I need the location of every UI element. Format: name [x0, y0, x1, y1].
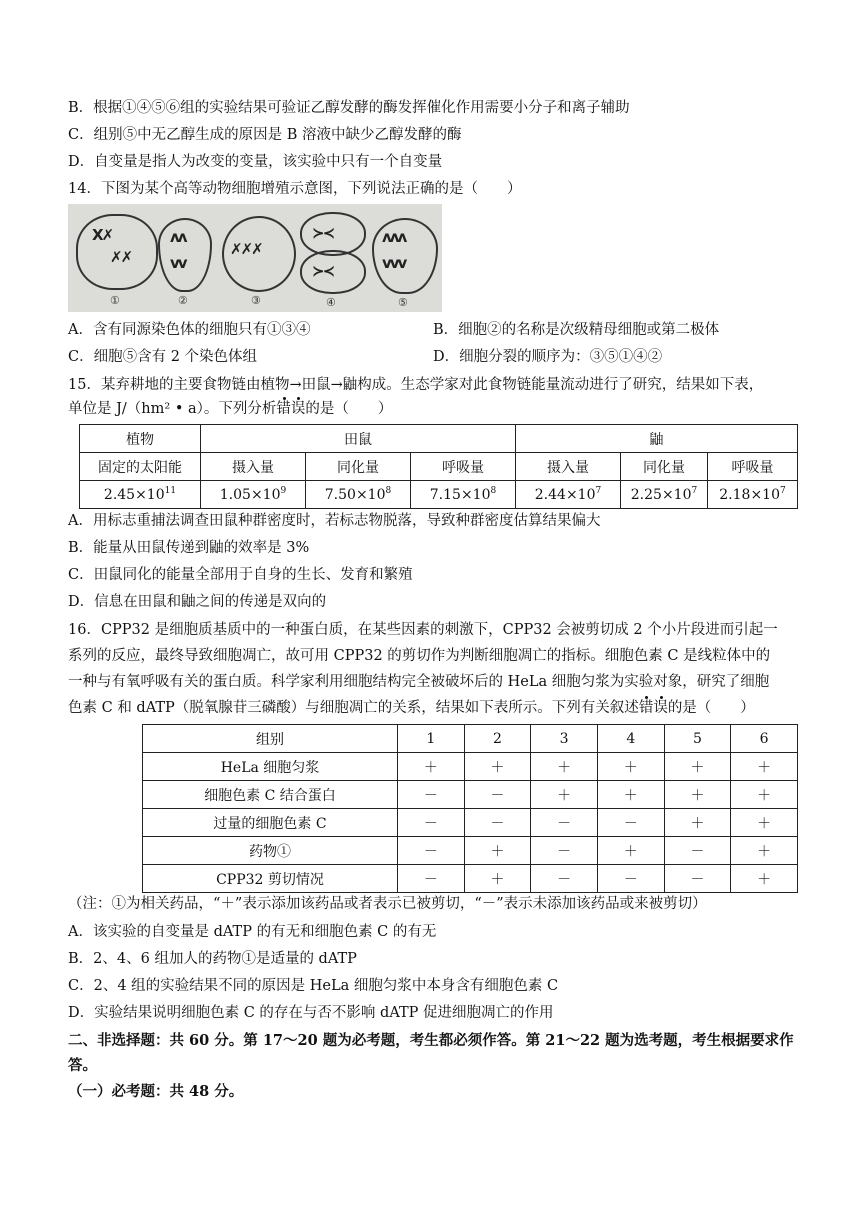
table-cell: $2.45\times 10^{11}$ — [80, 481, 201, 509]
table-row — [143, 865, 798, 893]
table-cell: － — [464, 781, 531, 809]
q15-stem-line1: 15．某弃耕地的主要食物链由植物→田鼠→鼬构成。生态学家对此食物链能量流动进行了研究，结果如下表， — [68, 377, 764, 393]
table-row — [143, 753, 798, 781]
table-cell: － — [464, 809, 531, 837]
table-cell: － — [398, 837, 465, 865]
table-row — [143, 725, 798, 753]
table-cell: － — [597, 809, 664, 837]
table-header: 3 — [531, 725, 598, 753]
q14-option-a: A．含有同源染色体的细胞只有①③④ — [68, 322, 311, 338]
table-header: 固定的太阳能 — [80, 453, 201, 481]
q16-option-b: B．2、4、6 组加人的药物①是适量的 dATP — [68, 951, 357, 967]
table-cell: ＋ — [731, 865, 798, 893]
table-row — [80, 453, 798, 481]
section2-subheading: （一）必考题：共 48 分。 — [68, 1083, 244, 1100]
emphasis-dot: 错 — [638, 700, 654, 716]
q14-option-b: B．细胞②的名称是次级精母细胞或第二极体 — [433, 322, 720, 338]
table-row — [143, 809, 798, 837]
q16-stem-line2: 系列的反应，最终导致细胞凋亡，故可用 CPP32 的剪切作为判断细胞凋亡的指标。细胞色素 C 是线粒体中的 — [68, 648, 771, 664]
table-header: 2 — [464, 725, 531, 753]
table-cell: $2.18\times 10^7$ — [708, 481, 798, 509]
table-cell: － — [398, 865, 465, 893]
table-cell: ＋ — [731, 809, 798, 837]
q15-stem-line2: 单位是 J/（hm² • a）。下列分析错误的是（ ） — [68, 401, 393, 417]
q15-option-a: A．用标志重捕法调查田鼠种群密度时，若标志物脱落，导致种群密度估算结果偏大 — [68, 513, 601, 529]
figure-label-1: ① — [110, 294, 120, 307]
table-cell: ＋ — [464, 753, 531, 781]
section2-heading-line1: 二、非选择题：共 60 分。第 17～20 题为必考题，考生都必须作答。第 21～22 题为选考题，考生根据要求作 — [68, 1032, 794, 1049]
table-cell: － — [664, 837, 731, 865]
table-header: 同化量 — [306, 453, 411, 481]
table-header: 6 — [731, 725, 798, 753]
q16-stem-line3: 一种与有氧呼吸有关的蛋白质。科学家利用细胞结构完全被破坏后的 HeLa 细胞匀浆为实验对象，研究了细胞 — [68, 674, 770, 690]
figure-label-2: ② — [178, 294, 188, 307]
q16-stem-line4: 色素 C 和 dATP（脱氧腺苷三磷酸）与细胞凋亡的关系，结果如下表所示。下列有关叙述错误的是（ ） — [68, 700, 755, 716]
row-label: 药物① — [143, 837, 398, 865]
section2-heading-line2: 答。 — [68, 1057, 97, 1074]
q15-option-d: D．信息在田鼠和鼬之间的传递是双向的 — [68, 594, 327, 610]
table-cell: ＋ — [664, 809, 731, 837]
table-cell: － — [531, 837, 598, 865]
table-row — [143, 837, 798, 865]
q13-option-b: B．根据①④⑤⑥组的实验结果可验证乙醇发酵的酶发挥催化作用需要小分子和离子辅助 — [68, 100, 630, 116]
energy-flow-table — [79, 424, 798, 509]
table-cell: ＋ — [597, 781, 664, 809]
table-header: 植物 — [80, 425, 201, 453]
table-cell: ＋ — [398, 753, 465, 781]
table-cell: ＋ — [597, 753, 664, 781]
table-header: 同化量 — [621, 453, 708, 481]
table-row — [143, 781, 798, 809]
q16-stem-line1: 16．CPP32 是细胞质基质中的一种蛋白质，在某些因素的刺激下，CPP32 会被剪切成 2 个小片段进而引起一 — [68, 622, 778, 638]
apoptosis-table — [142, 724, 798, 893]
q15-option-c: C．田鼠同化的能量全部用于自身的生长、发育和繁殖 — [68, 567, 413, 583]
row-label: HeLa 细胞匀浆 — [143, 753, 398, 781]
table-cell: ＋ — [664, 781, 731, 809]
row-label: 过量的细胞色素 C — [143, 809, 398, 837]
q14-stem: 14．下图为某个高等动物细胞增殖示意图，下列说法正确的是（ ） — [68, 181, 522, 197]
cell-division-figure: X✗ ✗✗ ① ʌʌ vv ② ✗✗✗ ③ ≻≺ ≻≺ ④ ʌʌʌ vvv ⑤ — [68, 204, 442, 312]
table-cell: ＋ — [531, 753, 598, 781]
emphasis-dot: 误 — [653, 700, 668, 716]
table-header: 鼬 — [516, 425, 798, 453]
table-cell: ＋ — [664, 753, 731, 781]
q16-option-c: C．2、4 组的实验结果不同的原因是 HeLa 细胞匀浆中本身含有细胞色素 C — [68, 978, 559, 994]
table-row — [80, 481, 798, 509]
table-cell: － — [531, 865, 598, 893]
row-label: 细胞色素 C 结合蛋白 — [143, 781, 398, 809]
table-cell: ＋ — [531, 781, 598, 809]
table-header: 4 — [597, 725, 664, 753]
table-cell: $7.50\times 10^8$ — [306, 481, 411, 509]
table-header: 5 — [664, 725, 731, 753]
q15-option-b: B．能量从田鼠传递到鼬的效率是 3% — [68, 540, 310, 556]
table-row — [80, 425, 798, 453]
table-cell: $2.25\times 10^7$ — [621, 481, 708, 509]
table-header: 1 — [398, 725, 465, 753]
table-cell: $1.05\times 10^9$ — [201, 481, 306, 509]
table-cell: － — [664, 865, 731, 893]
figure-label-5: ⑤ — [398, 296, 408, 309]
figure-label-4: ④ — [326, 296, 336, 309]
table-cell: ＋ — [464, 865, 531, 893]
emphasis-dot: 错 — [276, 401, 291, 417]
table-cell: ＋ — [597, 837, 664, 865]
emphasis-dot: 误 — [290, 401, 306, 417]
row-label: CPP32 剪切情况 — [143, 865, 398, 893]
table-cell: $2.44\times 10^7$ — [516, 481, 621, 509]
table-cell: ＋ — [464, 837, 531, 865]
q16-table-note: （注：①为相关药品，“＋”表示添加该药品或者表示已被剪切，“－”表示未添加该药品或来被剪切） — [68, 896, 707, 912]
q13-option-d: D．自变量是指人为改变的变量，该实验中只有一个自变量 — [68, 154, 443, 170]
figure-label-3: ③ — [251, 294, 261, 307]
q13-option-c: C．组别⑤中无乙醇生成的原因是 B 溶液中缺少乙醇发酵的酶 — [68, 127, 462, 143]
q14-option-c: C．细胞⑤含有 2 个染色体组 — [68, 349, 258, 365]
table-header: 呼吸量 — [411, 453, 516, 481]
table-cell: $7.15\times 10^8$ — [411, 481, 516, 509]
table-cell: ＋ — [731, 837, 798, 865]
table-cell: ＋ — [731, 781, 798, 809]
table-header: 呼吸量 — [708, 453, 798, 481]
table-cell: － — [531, 809, 598, 837]
table-header: 组别 — [143, 725, 398, 753]
table-cell: － — [597, 865, 664, 893]
table-cell: ＋ — [731, 753, 798, 781]
q14-option-d: D．细胞分裂的顺序为：③⑤①④② — [433, 349, 663, 365]
table-header: 摄入量 — [516, 453, 621, 481]
table-cell: － — [398, 809, 465, 837]
table-cell: － — [398, 781, 465, 809]
table-header: 田鼠 — [201, 425, 516, 453]
q16-option-d: D．实验结果说明细胞色素 C 的存在与否不影响 dATP 促进细胞凋亡的作用 — [68, 1005, 554, 1021]
q16-option-a: A．该实验的自变量是 dATP 的有无和细胞色素 C 的有无 — [68, 924, 437, 940]
table-header: 摄入量 — [201, 453, 306, 481]
